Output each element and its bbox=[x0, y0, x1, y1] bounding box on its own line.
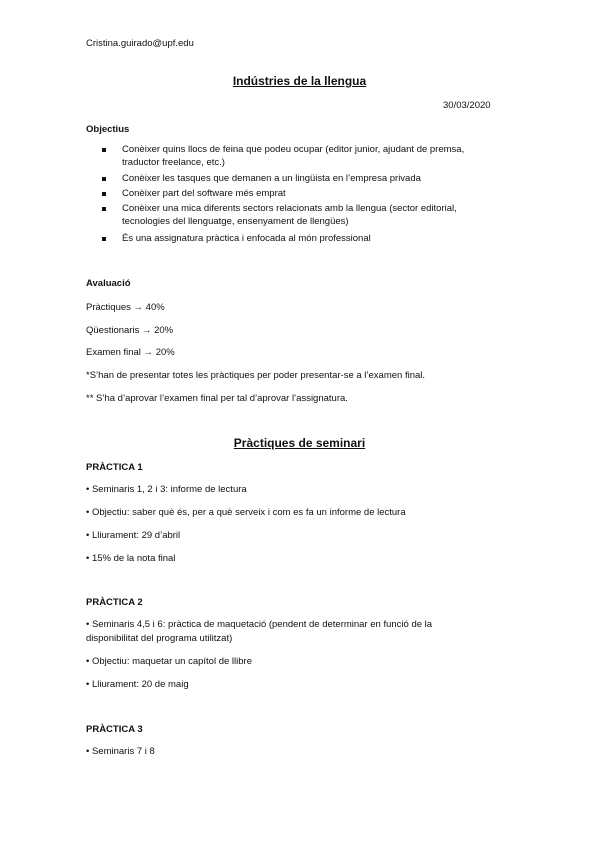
objectiu-text: Conèixer una mica diferents sectors relacionats amb la llengua (sector editorial, tecnologies del llenguatge, ensenyament de llengües) bbox=[122, 203, 457, 227]
practica-3-line: • Seminaris 7 i 8 bbox=[86, 746, 155, 757]
avaluacio-line: Pràctiques → 40% bbox=[86, 302, 165, 313]
bullet-icon bbox=[102, 237, 106, 241]
bullet-icon bbox=[102, 177, 106, 181]
avaluacio-note: ** S’ha d’aprovar l’examen final per tal d’aprovar l’assignatura. bbox=[86, 393, 348, 404]
avaluacio-note: *S’han de presentar totes les pràctiques per poder presentar-se a l’examen final. bbox=[86, 370, 426, 381]
bullet-icon bbox=[102, 192, 106, 196]
practica-2-line: disponibilitat del programa utilitzat) bbox=[86, 633, 233, 644]
objectiu-text: És una assignatura pràctica i enfocada al món professional bbox=[122, 233, 371, 244]
document-title: Indústries de la llengua bbox=[232, 74, 367, 88]
objectiu-text: Conèixer quins llocs de feina que podeu ocupar (editor junior, ajudant de premsa, traductor freelance, etc.) bbox=[122, 144, 465, 168]
objectius-heading: Objectius bbox=[86, 124, 130, 135]
seminari-title: Pràctiques de seminari bbox=[233, 436, 366, 450]
bullet-icon bbox=[102, 207, 106, 211]
practica-1-line: • Lliurament: 29 d’abril bbox=[86, 530, 181, 541]
objectiu-text: Conèixer les tasques que demanen a un lingüista en l’empresa privada bbox=[122, 173, 421, 184]
practica-2-line: • Seminaris 4,5 i 6: pràctica de maquetació (pendent de determinar en funció de la bbox=[86, 619, 433, 630]
practica-1-line: • Objectiu: saber què és, per a què serveix i com es fa un informe de lectura bbox=[86, 507, 406, 518]
document-date: 30/03/2020 bbox=[443, 100, 491, 111]
practica-1-line: • 15% de la nota final bbox=[86, 553, 176, 564]
objectiu-text: Conèixer part del software més emprat bbox=[122, 188, 286, 199]
avaluacio-line: Qüestionaris → 20% bbox=[86, 325, 174, 336]
avaluacio-line: Examen final → 20% bbox=[86, 347, 175, 358]
practica-2-heading: PRÀCTICA 2 bbox=[86, 597, 143, 608]
practica-1-heading: PRÀCTICA 1 bbox=[86, 462, 143, 473]
bullet-icon bbox=[102, 148, 106, 152]
practica-2-line: • Objectiu: maquetar un capítol de llibre bbox=[86, 656, 252, 667]
author-email: Cristina.guirado@upf.edu bbox=[86, 38, 194, 49]
avaluacio-heading: Avaluació bbox=[86, 278, 131, 289]
practica-2-line: • Lliurament: 20 de maig bbox=[86, 679, 189, 690]
practica-3-heading: PRÀCTICA 3 bbox=[86, 724, 143, 735]
practica-1-line: • Seminaris 1, 2 i 3: informe de lectura bbox=[86, 484, 247, 495]
